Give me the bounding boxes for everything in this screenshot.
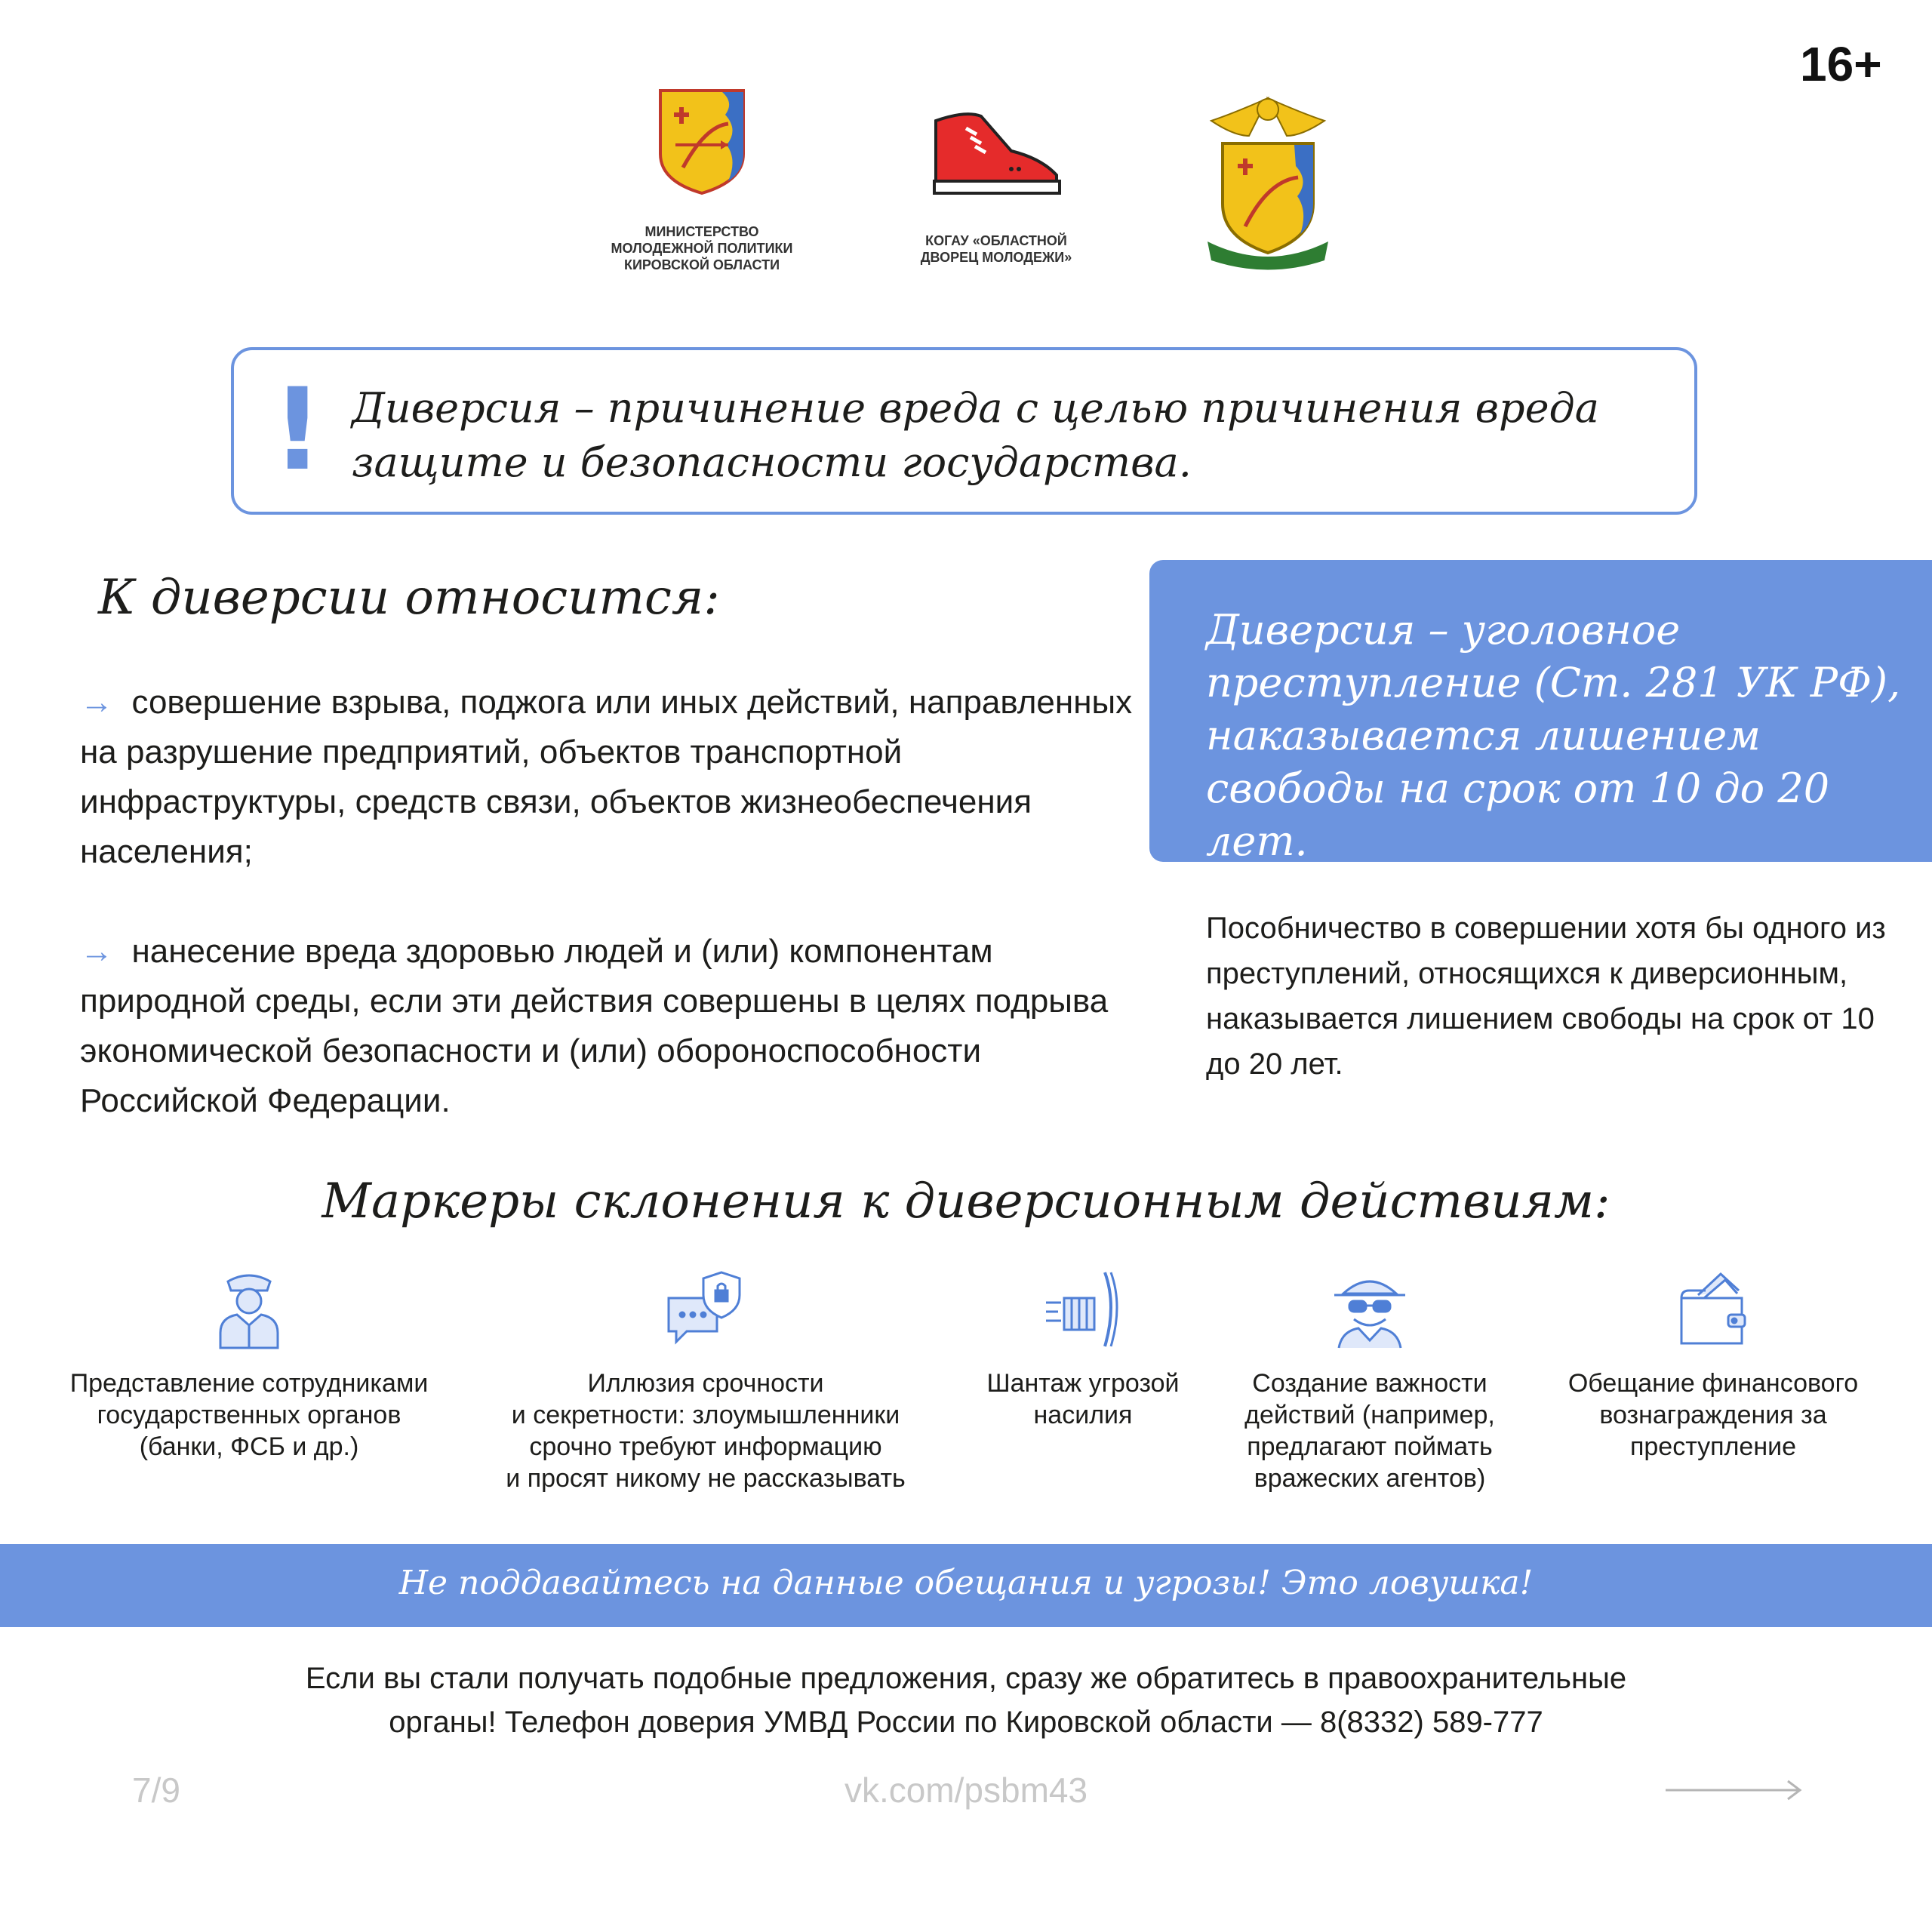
- exclamation-icon: !: [272, 365, 324, 496]
- list-item: [80, 678, 1137, 877]
- marker-text-line: Представление сотрудниками: [69, 1369, 429, 1398]
- marker-item: [475, 1268, 936, 1494]
- warning-text: Не поддавайтесь на данные обещания и угрозы! Это ловушка!: [398, 1564, 1534, 1602]
- marker-item: [958, 1268, 1208, 1431]
- marker-text-line: Шантаж угрозой: [986, 1369, 1180, 1398]
- marker-text-line: предлагают поймать: [1247, 1432, 1493, 1461]
- logo-caption-line: ДВОРЕЦ МОЛОДЕЖИ»: [920, 250, 1072, 265]
- next-arrow-icon[interactable]: [1664, 1775, 1804, 1809]
- age-rating: 16+: [1800, 37, 1882, 91]
- logo-caption-line: МИНИСТЕРСТВО: [645, 224, 759, 239]
- contact-text: [151, 1657, 1781, 1744]
- list-item: [80, 927, 1137, 1126]
- marker-text-line: насилия: [1033, 1401, 1133, 1429]
- marker-item: [45, 1268, 453, 1463]
- logo-caption-line: МОЛОДЕЖНОЙ ПОЛИТИКИ: [611, 241, 793, 256]
- fist-icon: [1041, 1268, 1124, 1351]
- marker-text-line: государственных органов: [97, 1401, 401, 1429]
- accomplice-text: Пособничество в совершении хотя бы одного из преступлений, относящихся к диверсионным, наказывается лишением свободы на срок от 10 до 20 лет.: [1206, 912, 1886, 1081]
- marker-text-line: и секретности: злоумышленники: [511, 1401, 900, 1429]
- secret-chat-icon: [664, 1268, 747, 1351]
- red-sneaker-icon: [921, 106, 1072, 196]
- marker-text-line: Создание важности: [1252, 1369, 1487, 1398]
- logo-youth-palace: [898, 106, 1094, 266]
- arrow-right-icon: →: [80, 933, 113, 970]
- marker-text-line: Обещание финансового: [1567, 1369, 1859, 1398]
- marker-item: [1532, 1268, 1894, 1463]
- markers-heading: Маркеры склонения к диверсионным действиям:: [321, 1174, 1611, 1229]
- contact-line: органы! Телефон доверия УМВД России по Кировской области — 8(8332) 589-777: [389, 1706, 1543, 1739]
- arrow-right-icon: →: [80, 684, 113, 721]
- marker-item: [1215, 1268, 1524, 1494]
- marker-text-line: Иллюзия срочности: [587, 1369, 824, 1398]
- penalty-highlight-text: Диверсия – уголовное преступление (Ст. 281 УК РФ), наказывается лишением свободы на срок от 10 до 20 лет.: [1206, 606, 1901, 865]
- marker-text-line: преступление: [1629, 1432, 1797, 1461]
- marker-text-line: (банки, ФСБ и др.): [139, 1432, 359, 1461]
- spy-icon: [1328, 1268, 1411, 1351]
- page-counter: 7/9: [132, 1770, 180, 1810]
- logo-ministry: [604, 85, 800, 273]
- marker-text-line: вражеских агентов): [1254, 1464, 1486, 1493]
- definition-text: Диверсия – причинение вреда с целью причинения вреда защите и безопасности государства.: [352, 384, 1599, 486]
- list-item-text: нанесение вреда здоровью людей и (или) компонентам природной среды, если эти действия совершены в целях подрыва экономической безопасности и (или) обороноспособности Российской Федерации.: [80, 933, 1109, 1119]
- marker-text-line: и просят никому не рассказывать: [506, 1464, 906, 1493]
- officer-icon: [211, 1268, 287, 1351]
- marker-text-line: вознаграждения за: [1599, 1401, 1827, 1429]
- logo-caption-line: КИРОВСКОЙ ОБЛАСТИ: [623, 257, 780, 272]
- marker-text-line: действий (например,: [1244, 1401, 1495, 1429]
- logo-police: [1204, 83, 1332, 272]
- logo-caption-line: КОГАУ «ОБЛАСТНОЙ: [925, 233, 1067, 248]
- contact-line: Если вы стали получать подобные предложения, сразу же обратитесь в правоохранительные: [305, 1662, 1627, 1695]
- wallet-icon: [1675, 1268, 1751, 1351]
- section-heading: К диверсии относится:: [98, 570, 720, 626]
- kirov-coat-of-arms-icon: [653, 85, 751, 196]
- police-emblem-icon: [1204, 83, 1332, 272]
- vk-link[interactable]: vk.com/psbm43: [844, 1770, 1088, 1810]
- list-item-text: совершение взрыва, поджога или иных действий, направленных на разрушение предприятий, объектов транспортной инфраструктуры, средств связи, объектов жизнеобеспечения населения;: [80, 684, 1133, 870]
- marker-text-line: срочно требуют информацию: [529, 1432, 882, 1461]
